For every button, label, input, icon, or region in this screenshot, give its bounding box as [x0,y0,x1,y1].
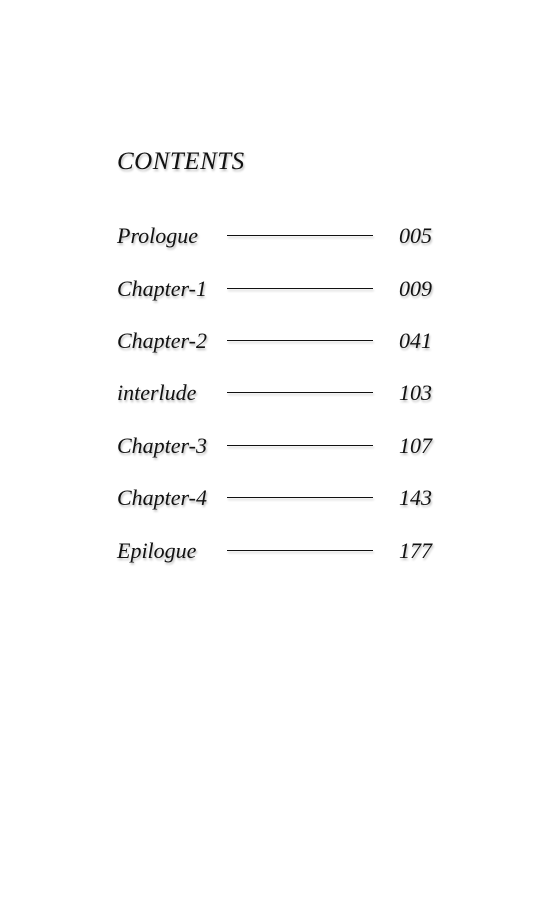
entry-leader-line [227,445,373,446]
contents-entry-chapter-1[interactable] [0,274,552,306]
entry-title: Chapter-3 [117,433,207,458]
entry-leader-line [227,550,373,551]
contents-entry-interlude[interactable] [0,378,552,410]
entry-page-number: 005 [399,223,432,248]
entry-leader-line [227,288,373,289]
contents-entry-prologue[interactable] [0,221,552,253]
contents-heading: CONTENTS [117,148,245,175]
entry-page-number: 143 [399,485,432,510]
entry-page-number: 009 [399,276,432,301]
entry-leader-line [227,497,373,498]
entry-title: Prologue [117,223,199,248]
entry-leader-line [227,340,373,341]
entry-page-number: 107 [399,433,432,458]
entry-title: Chapter-4 [117,485,207,510]
contents-entry-chapter-4[interactable] [0,483,552,515]
contents-entry-chapter-3[interactable] [0,431,552,463]
entry-page-number: 041 [399,328,432,353]
entry-title: interlude [117,380,197,405]
entry-page-number: 177 [399,538,432,563]
entry-title: Epilogue [117,538,197,563]
entry-leader-line [227,235,373,236]
entry-leader-line [227,392,373,393]
entry-title: Chapter-2 [117,328,207,353]
entry-title: Chapter-1 [117,276,207,301]
contents-entry-epilogue[interactable] [0,536,552,568]
contents-entry-chapter-2[interactable] [0,326,552,358]
entry-page-number: 103 [399,380,432,405]
